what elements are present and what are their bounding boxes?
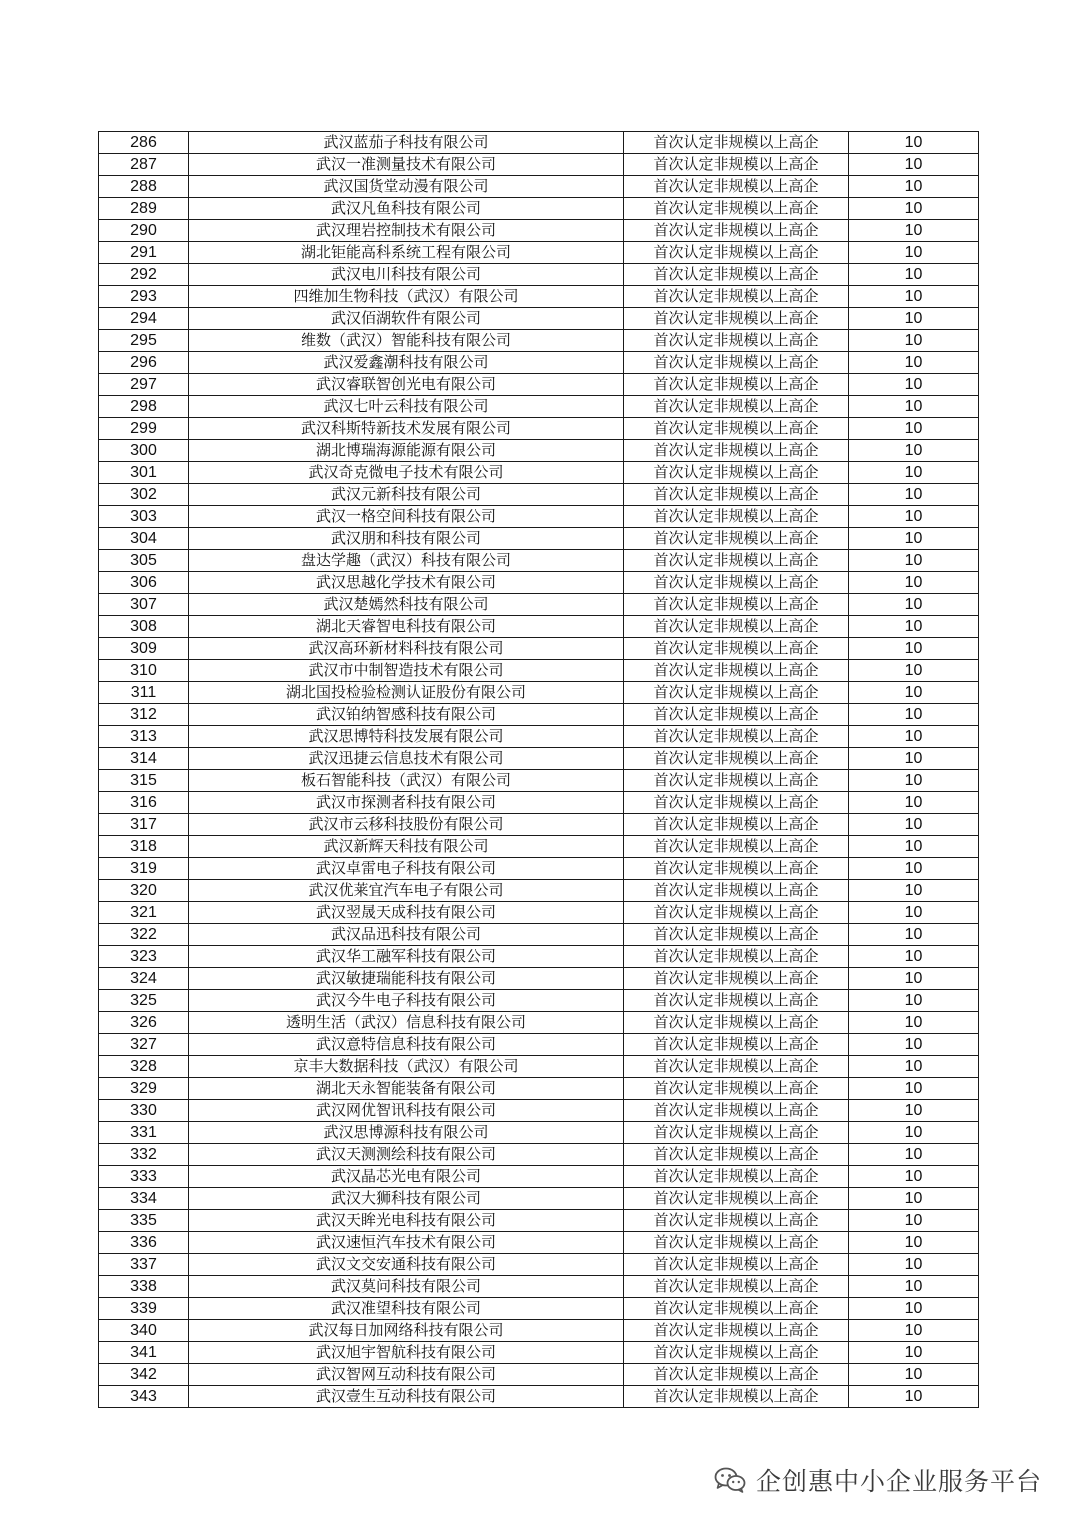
score-cell: 10 [849,1210,979,1232]
certification-type-cell: 首次认定非规模以上高企 [624,616,849,638]
score-cell: 10 [849,726,979,748]
score-cell: 10 [849,990,979,1012]
row-number-cell: 312 [99,704,189,726]
company-name-cell: 武汉爱鑫潮科技有限公司 [189,352,624,374]
certification-type-cell: 首次认定非规模以上高企 [624,814,849,836]
score-cell: 10 [849,154,979,176]
company-name-cell: 武汉七叶云科技有限公司 [189,396,624,418]
score-cell: 10 [849,396,979,418]
company-name-cell: 武汉壹生互动科技有限公司 [189,1386,624,1408]
score-cell: 10 [849,1122,979,1144]
certification-type-cell: 首次认定非规模以上高企 [624,220,849,242]
table-row [99,176,979,198]
table-row [99,242,979,264]
score-cell: 10 [849,506,979,528]
table-row [99,594,979,616]
company-name-cell: 武汉市探测者科技有限公司 [189,792,624,814]
company-name-cell: 武汉睿联智创光电有限公司 [189,374,624,396]
table-row [99,1232,979,1254]
row-number-cell: 330 [99,1100,189,1122]
company-name-cell: 武汉蓝茄子科技有限公司 [189,132,624,154]
company-name-cell: 武汉网优智讯科技有限公司 [189,1100,624,1122]
score-cell: 10 [849,704,979,726]
row-number-cell: 328 [99,1056,189,1078]
score-cell: 10 [849,286,979,308]
table-body [99,132,979,1408]
row-number-cell: 338 [99,1276,189,1298]
company-name-cell: 武汉铂纳智感科技有限公司 [189,704,624,726]
table-row [99,396,979,418]
certification-type-cell: 首次认定非规模以上高企 [624,330,849,352]
score-cell: 10 [849,1276,979,1298]
company-name-cell: 盘达学趣（武汉）科技有限公司 [189,550,624,572]
table-row [99,220,979,242]
row-number-cell: 327 [99,1034,189,1056]
score-cell: 10 [849,1144,979,1166]
table-row [99,1012,979,1034]
score-cell: 10 [849,418,979,440]
certification-type-cell: 首次认定非规模以上高企 [624,1320,849,1342]
row-number-cell: 295 [99,330,189,352]
company-name-cell: 武汉优莱宜汽车电子有限公司 [189,880,624,902]
certification-type-cell: 首次认定非规模以上高企 [624,1232,849,1254]
row-number-cell: 302 [99,484,189,506]
certification-type-cell: 首次认定非规模以上高企 [624,550,849,572]
score-cell: 10 [849,682,979,704]
score-cell: 10 [849,924,979,946]
row-number-cell: 288 [99,176,189,198]
company-name-cell: 湖北国投检验检测认证股份有限公司 [189,682,624,704]
table-row [99,902,979,924]
certification-type-cell: 首次认定非规模以上高企 [624,132,849,154]
score-cell: 10 [849,352,979,374]
certification-type-cell: 首次认定非规模以上高企 [624,638,849,660]
score-cell: 10 [849,1078,979,1100]
table-row [99,924,979,946]
score-cell: 10 [849,792,979,814]
score-cell: 10 [849,836,979,858]
company-name-cell: 武汉智网互动科技有限公司 [189,1364,624,1386]
row-number-cell: 287 [99,154,189,176]
certification-type-cell: 首次认定非规模以上高企 [624,1210,849,1232]
table-row [99,352,979,374]
score-cell: 10 [849,132,979,154]
company-name-cell: 武汉迅捷云信息技术有限公司 [189,748,624,770]
table-row [99,1320,979,1342]
certification-type-cell: 首次认定非规模以上高企 [624,1188,849,1210]
table-row [99,1122,979,1144]
table-row [99,528,979,550]
certification-type-cell: 首次认定非规模以上高企 [624,924,849,946]
certification-type-cell: 首次认定非规模以上高企 [624,1342,849,1364]
company-name-cell: 武汉敏捷瑞能科技有限公司 [189,968,624,990]
table-row [99,550,979,572]
table-row [99,1188,979,1210]
row-number-cell: 324 [99,968,189,990]
table-row [99,1078,979,1100]
row-number-cell: 313 [99,726,189,748]
certification-type-cell: 首次认定非规模以上高企 [624,858,849,880]
certification-type-cell: 首次认定非规模以上高企 [624,1100,849,1122]
row-number-cell: 308 [99,616,189,638]
company-name-cell: 湖北钜能高科系统工程有限公司 [189,242,624,264]
company-name-cell: 湖北天睿智电科技有限公司 [189,616,624,638]
certification-type-cell: 首次认定非规模以上高企 [624,1386,849,1408]
company-name-cell: 武汉大狮科技有限公司 [189,1188,624,1210]
table-row [99,814,979,836]
row-number-cell: 291 [99,242,189,264]
certification-type-cell: 首次认定非规模以上高企 [624,418,849,440]
table-row [99,440,979,462]
certification-type-cell: 首次认定非规模以上高企 [624,506,849,528]
row-number-cell: 292 [99,264,189,286]
certification-type-cell: 首次认定非规模以上高企 [624,660,849,682]
score-cell: 10 [849,616,979,638]
table-row [99,1210,979,1232]
certification-type-cell: 首次认定非规模以上高企 [624,1034,849,1056]
score-cell: 10 [849,374,979,396]
company-name-cell: 武汉凡鱼科技有限公司 [189,198,624,220]
row-number-cell: 303 [99,506,189,528]
table-row [99,704,979,726]
certification-type-cell: 首次认定非规模以上高企 [624,396,849,418]
company-name-cell: 武汉理岩控制技术有限公司 [189,220,624,242]
score-cell: 10 [849,1386,979,1408]
row-number-cell: 309 [99,638,189,660]
score-cell: 10 [849,858,979,880]
row-number-cell: 315 [99,770,189,792]
score-cell: 10 [849,198,979,220]
company-name-cell: 武汉旭宇智航科技有限公司 [189,1342,624,1364]
company-name-cell: 武汉意特信息科技有限公司 [189,1034,624,1056]
row-number-cell: 305 [99,550,189,572]
row-number-cell: 296 [99,352,189,374]
row-number-cell: 300 [99,440,189,462]
certification-type-cell: 首次认定非规模以上高企 [624,242,849,264]
score-cell: 10 [849,528,979,550]
row-number-cell: 326 [99,1012,189,1034]
score-cell: 10 [849,1254,979,1276]
certification-type-cell: 首次认定非规模以上高企 [624,1276,849,1298]
score-cell: 10 [849,1034,979,1056]
score-cell: 10 [849,1298,979,1320]
certification-type-cell: 首次认定非规模以上高企 [624,528,849,550]
score-cell: 10 [849,550,979,572]
score-cell: 10 [849,1364,979,1386]
row-number-cell: 323 [99,946,189,968]
watermark [714,1462,1042,1498]
row-number-cell: 331 [99,1122,189,1144]
company-name-cell: 武汉翌晟天成科技有限公司 [189,902,624,924]
company-name-cell: 武汉天眸光电科技有限公司 [189,1210,624,1232]
certification-type-cell: 首次认定非规模以上高企 [624,572,849,594]
company-name-cell: 武汉天测测绘科技有限公司 [189,1144,624,1166]
table-row [99,660,979,682]
company-name-cell: 武汉华工融军科技有限公司 [189,946,624,968]
score-cell: 10 [849,462,979,484]
certification-type-cell: 首次认定非规模以上高企 [624,990,849,1012]
company-name-cell: 武汉思博源科技有限公司 [189,1122,624,1144]
score-cell: 10 [849,1320,979,1342]
table-row [99,572,979,594]
score-cell: 10 [849,748,979,770]
certification-type-cell: 首次认定非规模以上高企 [624,286,849,308]
row-number-cell: 290 [99,220,189,242]
row-number-cell: 332 [99,1144,189,1166]
row-number-cell: 329 [99,1078,189,1100]
certification-type-cell: 首次认定非规模以上高企 [624,1144,849,1166]
table-row [99,198,979,220]
table-row [99,946,979,968]
company-name-cell: 武汉晶芯光电有限公司 [189,1166,624,1188]
table-row [99,1364,979,1386]
table-row [99,1056,979,1078]
score-cell: 10 [849,1056,979,1078]
certification-type-cell: 首次认定非规模以上高企 [624,682,849,704]
score-cell: 10 [849,1188,979,1210]
score-cell: 10 [849,1012,979,1034]
row-number-cell: 342 [99,1364,189,1386]
table-row [99,154,979,176]
table-row [99,330,979,352]
certification-type-cell: 首次认定非规模以上高企 [624,374,849,396]
table-row [99,726,979,748]
company-name-cell: 板石智能科技（武汉）有限公司 [189,770,624,792]
table-row [99,308,979,330]
row-number-cell: 286 [99,132,189,154]
row-number-cell: 301 [99,462,189,484]
score-cell: 10 [849,1166,979,1188]
table-row [99,1166,979,1188]
row-number-cell: 310 [99,660,189,682]
company-name-cell: 武汉今牛电子科技有限公司 [189,990,624,1012]
company-name-cell: 湖北博瑞海源能源有限公司 [189,440,624,462]
table-row [99,132,979,154]
certification-type-cell: 首次认定非规模以上高企 [624,770,849,792]
company-name-cell: 武汉电川科技有限公司 [189,264,624,286]
row-number-cell: 325 [99,990,189,1012]
score-cell: 10 [849,242,979,264]
table-row [99,418,979,440]
company-name-cell: 武汉莫问科技有限公司 [189,1276,624,1298]
row-number-cell: 341 [99,1342,189,1364]
company-name-cell: 武汉文交安通科技有限公司 [189,1254,624,1276]
score-cell: 10 [849,572,979,594]
company-name-cell: 武汉市云移科技股份有限公司 [189,814,624,836]
company-name-cell: 四维加生物科技（武汉）有限公司 [189,286,624,308]
table-row [99,968,979,990]
company-name-cell: 透明生活（武汉）信息科技有限公司 [189,1012,624,1034]
company-name-cell: 武汉奇克微电子技术有限公司 [189,462,624,484]
certification-type-cell: 首次认定非规模以上高企 [624,1078,849,1100]
score-cell: 10 [849,880,979,902]
company-name-cell: 武汉速恒汽车技术有限公司 [189,1232,624,1254]
company-name-cell: 武汉元新科技有限公司 [189,484,624,506]
score-cell: 10 [849,814,979,836]
row-number-cell: 304 [99,528,189,550]
table-row [99,836,979,858]
certification-type-cell: 首次认定非规模以上高企 [624,176,849,198]
company-name-cell: 武汉每日加网络科技有限公司 [189,1320,624,1342]
table-row [99,1276,979,1298]
table-row [99,1386,979,1408]
row-number-cell: 297 [99,374,189,396]
certification-type-cell: 首次认定非规模以上高企 [624,836,849,858]
table-row [99,484,979,506]
row-number-cell: 306 [99,572,189,594]
row-number-cell: 343 [99,1386,189,1408]
score-cell: 10 [849,220,979,242]
company-name-cell: 武汉国货堂动漫有限公司 [189,176,624,198]
certification-type-cell: 首次认定非规模以上高企 [624,1056,849,1078]
score-cell: 10 [849,946,979,968]
score-cell: 10 [849,638,979,660]
score-cell: 10 [849,594,979,616]
row-number-cell: 299 [99,418,189,440]
certification-type-cell: 首次认定非规模以上高企 [624,726,849,748]
table-row [99,616,979,638]
certification-type-cell: 首次认定非规模以上高企 [624,198,849,220]
score-cell: 10 [849,264,979,286]
table-row [99,286,979,308]
certification-type-cell: 首次认定非规模以上高企 [624,264,849,286]
row-number-cell: 322 [99,924,189,946]
table-row [99,1298,979,1320]
company-name-cell: 武汉新辉天科技有限公司 [189,836,624,858]
score-cell: 10 [849,1100,979,1122]
company-name-cell: 武汉一准测量技术有限公司 [189,154,624,176]
table-row [99,1034,979,1056]
certification-type-cell: 首次认定非规模以上高企 [624,902,849,924]
certification-type-cell: 首次认定非规模以上高企 [624,1012,849,1034]
row-number-cell: 319 [99,858,189,880]
company-name-cell: 武汉朋和科技有限公司 [189,528,624,550]
company-list-table [98,131,979,1408]
row-number-cell: 340 [99,1320,189,1342]
table-row [99,1144,979,1166]
score-cell: 10 [849,770,979,792]
score-cell: 10 [849,1342,979,1364]
row-number-cell: 314 [99,748,189,770]
row-number-cell: 339 [99,1298,189,1320]
certification-type-cell: 首次认定非规模以上高企 [624,946,849,968]
row-number-cell: 293 [99,286,189,308]
table-row [99,1342,979,1364]
row-number-cell: 298 [99,396,189,418]
certification-type-cell: 首次认定非规模以上高企 [624,1298,849,1320]
company-name-cell: 武汉卓雷电子科技有限公司 [189,858,624,880]
row-number-cell: 337 [99,1254,189,1276]
row-number-cell: 316 [99,792,189,814]
table-row [99,792,979,814]
certification-type-cell: 首次认定非规模以上高企 [624,1254,849,1276]
certification-type-cell: 首次认定非规模以上高企 [624,440,849,462]
score-cell: 10 [849,440,979,462]
company-name-cell: 京丰大数据科技（武汉）有限公司 [189,1056,624,1078]
table-row [99,374,979,396]
table-row [99,264,979,286]
score-cell: 10 [849,660,979,682]
certification-type-cell: 首次认定非规模以上高企 [624,484,849,506]
company-name-cell: 武汉思博特科技发展有限公司 [189,726,624,748]
table-row [99,880,979,902]
certification-type-cell: 首次认定非规模以上高企 [624,594,849,616]
table-row [99,858,979,880]
company-name-cell: 武汉一格空间科技有限公司 [189,506,624,528]
table-row [99,1254,979,1276]
row-number-cell: 333 [99,1166,189,1188]
company-name-cell: 维数（武汉）智能科技有限公司 [189,330,624,352]
table-row [99,770,979,792]
certification-type-cell: 首次认定非规模以上高企 [624,1364,849,1386]
company-name-cell: 湖北天永智能装备有限公司 [189,1078,624,1100]
certification-type-cell: 首次认定非规模以上高企 [624,880,849,902]
table-row [99,638,979,660]
row-number-cell: 335 [99,1210,189,1232]
table-row [99,462,979,484]
certification-type-cell: 首次认定非规模以上高企 [624,704,849,726]
table-row [99,748,979,770]
row-number-cell: 334 [99,1188,189,1210]
row-number-cell: 317 [99,814,189,836]
score-cell: 10 [849,176,979,198]
certification-type-cell: 首次认定非规模以上高企 [624,968,849,990]
score-cell: 10 [849,1232,979,1254]
row-number-cell: 318 [99,836,189,858]
company-name-cell: 武汉市中制智造技术有限公司 [189,660,624,682]
company-name-cell: 武汉思越化学技术有限公司 [189,572,624,594]
company-name-cell: 武汉品迅科技有限公司 [189,924,624,946]
row-number-cell: 289 [99,198,189,220]
certification-type-cell: 首次认定非规模以上高企 [624,1122,849,1144]
watermark-text: 企创惠中小企业服务平台 [755,1467,1042,1496]
score-cell: 10 [849,308,979,330]
company-name-cell: 武汉科斯特新技术发展有限公司 [189,418,624,440]
row-number-cell: 320 [99,880,189,902]
certification-type-cell: 首次认定非规模以上高企 [624,792,849,814]
row-number-cell: 294 [99,308,189,330]
score-cell: 10 [849,330,979,352]
company-name-cell: 武汉佰湖软件有限公司 [189,308,624,330]
certification-type-cell: 首次认定非规模以上高企 [624,1166,849,1188]
certification-type-cell: 首次认定非规模以上高企 [624,748,849,770]
wechat-icon [714,1467,746,1493]
row-number-cell: 311 [99,682,189,704]
score-cell: 10 [849,902,979,924]
certification-type-cell: 首次认定非规模以上高企 [624,154,849,176]
row-number-cell: 336 [99,1232,189,1254]
certification-type-cell: 首次认定非规模以上高企 [624,308,849,330]
row-number-cell: 321 [99,902,189,924]
table-row [99,506,979,528]
certification-type-cell: 首次认定非规模以上高企 [624,352,849,374]
table-row [99,1100,979,1122]
company-name-cell: 武汉准望科技有限公司 [189,1298,624,1320]
company-name-cell: 武汉楚嫣然科技有限公司 [189,594,624,616]
score-cell: 10 [849,484,979,506]
table-row [99,990,979,1012]
certification-type-cell: 首次认定非规模以上高企 [624,462,849,484]
table-row [99,682,979,704]
company-name-cell: 武汉高环新材料科技有限公司 [189,638,624,660]
score-cell: 10 [849,968,979,990]
row-number-cell: 307 [99,594,189,616]
